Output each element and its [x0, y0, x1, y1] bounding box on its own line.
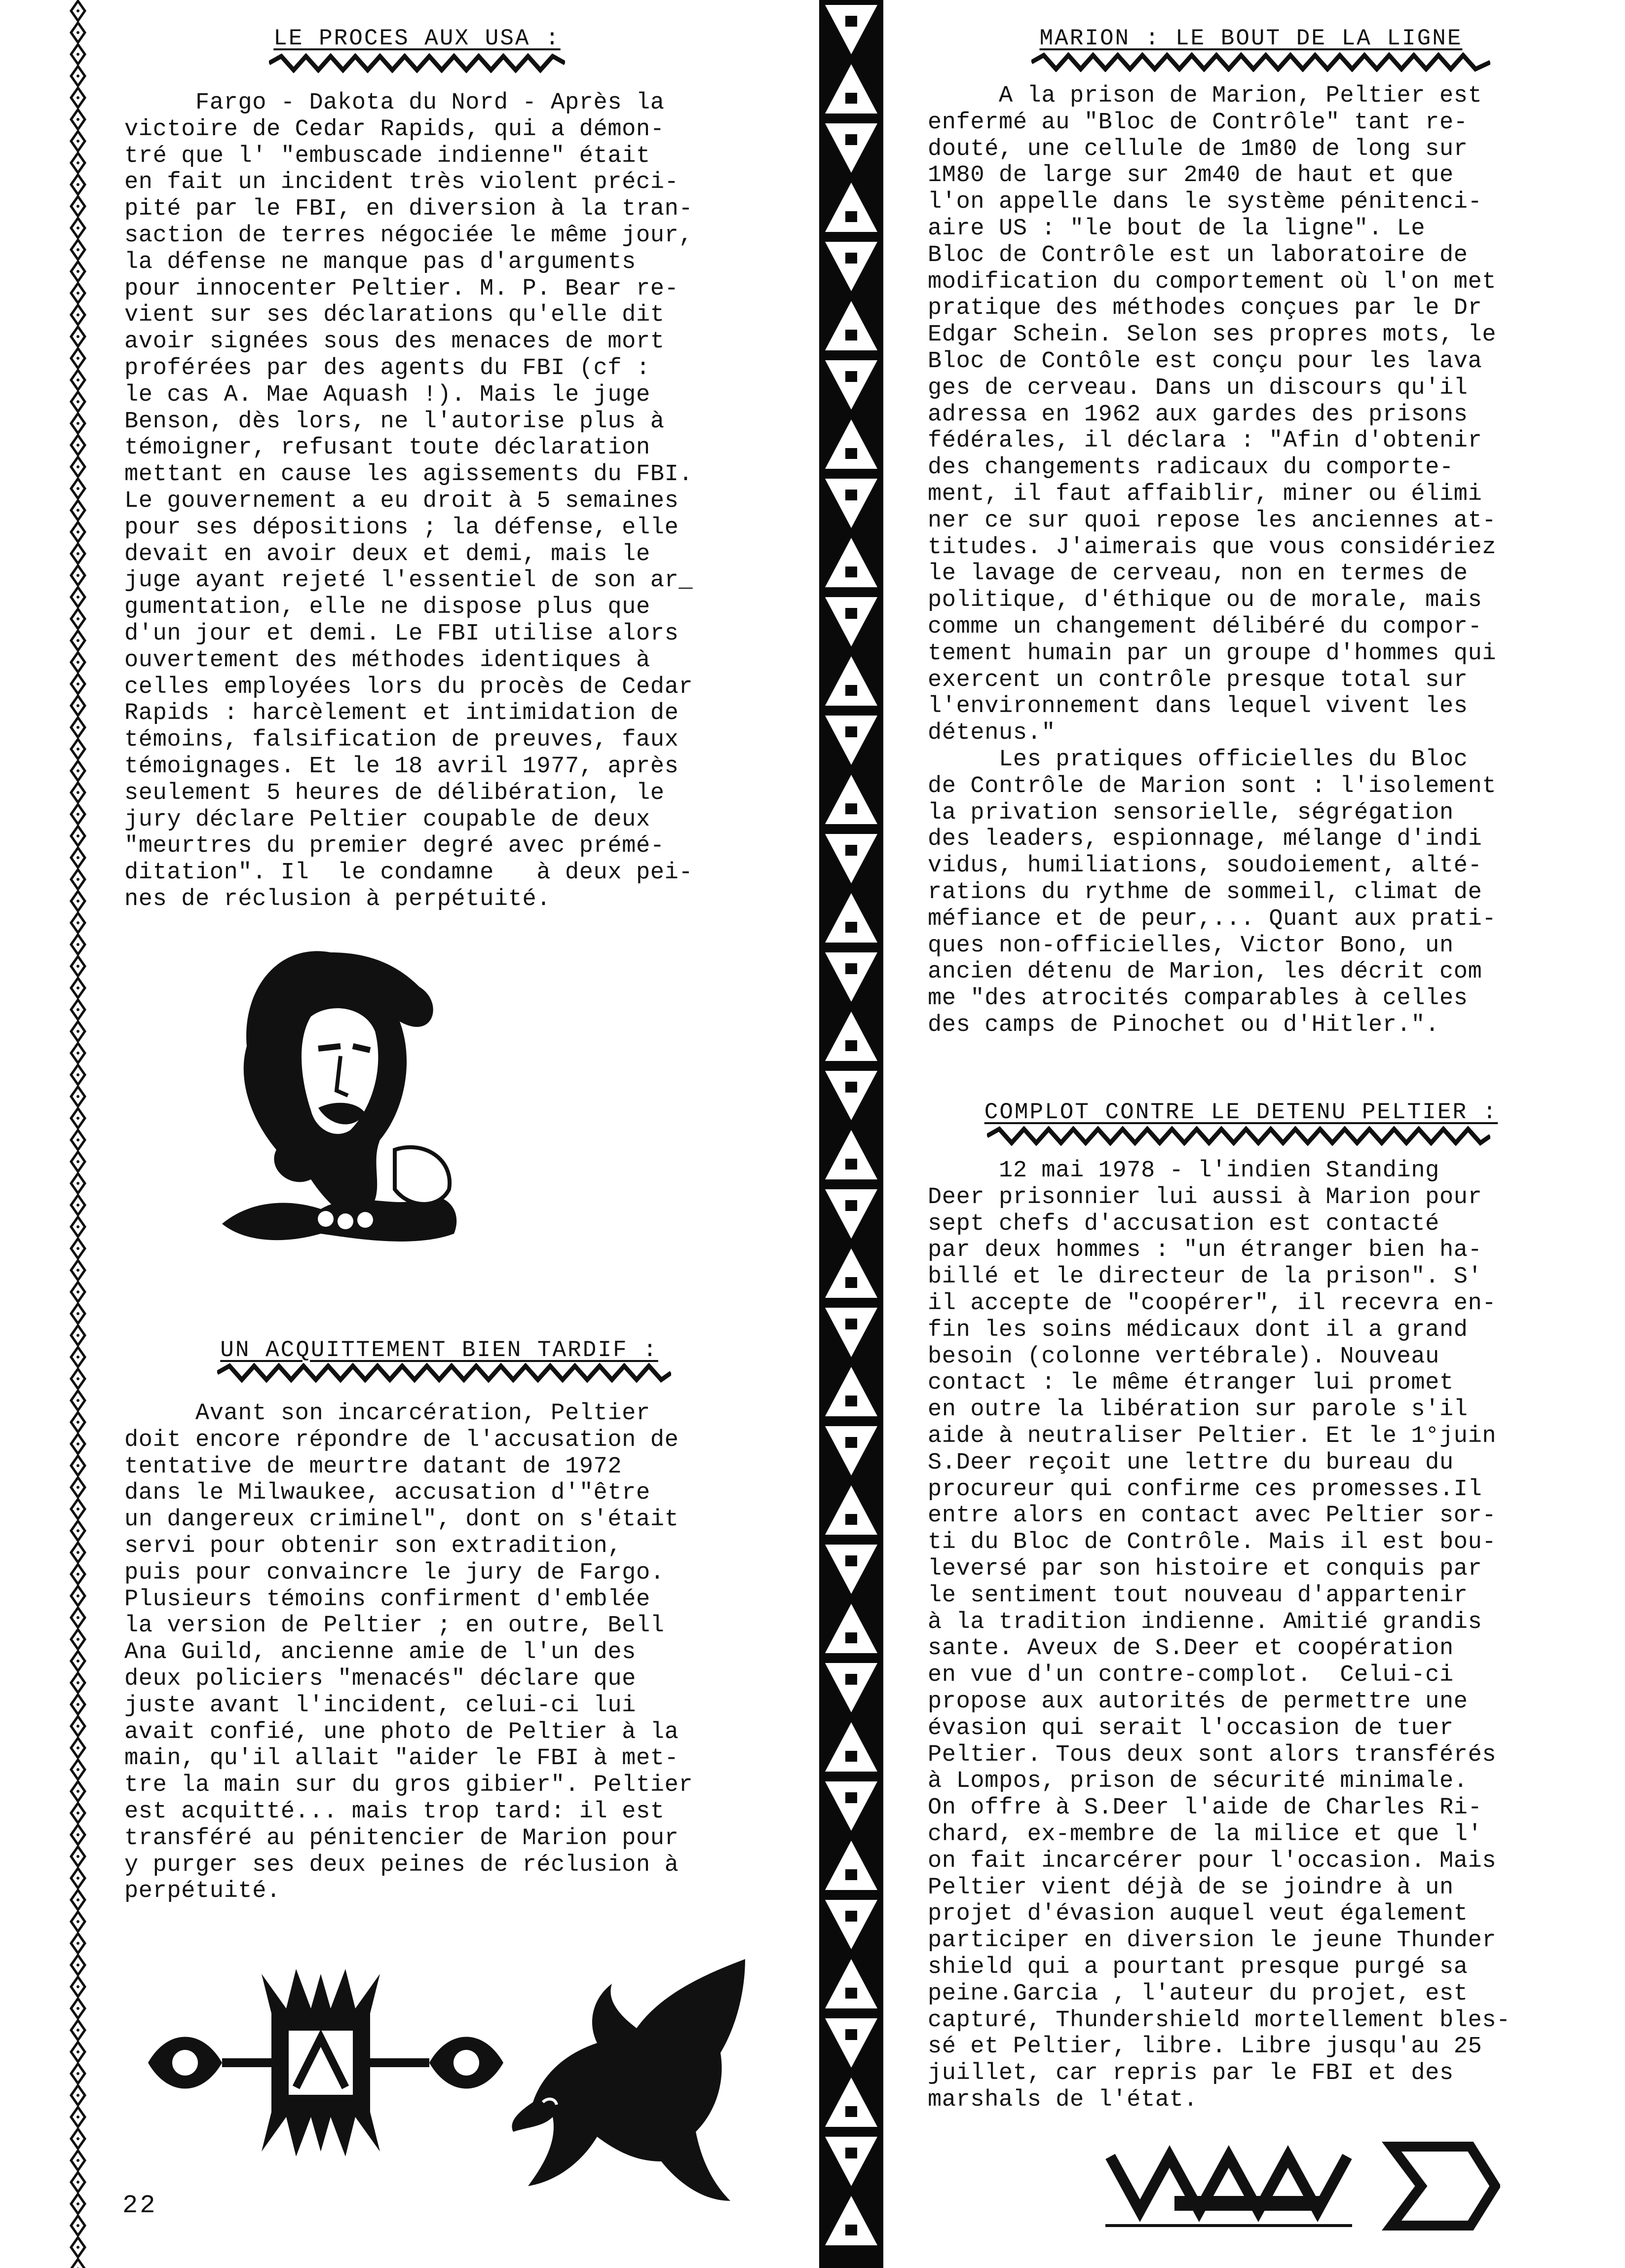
triangle-down-icon [825, 834, 877, 883]
text-line: jury déclare Peltier coupable de deux [124, 806, 650, 833]
triangle-up-icon [825, 1722, 877, 1772]
text-line: Benson, dès lors, ne l'autorise plus à [124, 408, 665, 435]
text-line: devait en avoir deux et demi, mais le [124, 541, 650, 567]
triangle-center-mark [845, 2029, 857, 2040]
text-line: l'environnement dans lequel vivent les [928, 693, 1468, 720]
text-line: ti du Bloc de Contrôle. Mais il est bou- [928, 1529, 1497, 1556]
text-line: tré que l' "embuscade indienne" était [124, 143, 650, 169]
text-line: seulement 5 heures de délibération, le [124, 780, 665, 806]
triangle-down-icon [825, 479, 877, 528]
eagle-illustration [498, 1954, 755, 2211]
triangle-up-icon [825, 1130, 877, 1179]
text-line: sept chefs d'accusation est contacté [928, 1210, 1439, 1237]
text-line: pité par le FBI, en diversion à la tran- [124, 196, 693, 223]
text-line: puis pour convaincre le jury de Fargo. [124, 1559, 665, 1586]
zigzag-border-ornament-icon [1105, 2137, 1500, 2235]
triangle-center-mark [845, 922, 857, 933]
text-line: à la tradition indienne. Amitié grandis [928, 1609, 1482, 1635]
text-line: victoire de Cedar Rapids, qui a démon- [124, 116, 665, 143]
heading-zigzag-ornament [269, 53, 565, 73]
text-line: tentative de meurtre datant de 1972 [124, 1453, 622, 1480]
text-line: en fait un incident très violent préci- [124, 169, 679, 196]
triangle-down-icon [825, 1545, 877, 1594]
triangle-center-mark [845, 2106, 857, 2117]
text-line: juste avant l'incident, celui-ci lui [124, 1692, 636, 1719]
text-line: un dangereux criminel", dont on s'était [124, 1507, 679, 1533]
triangle-center-mark [845, 1911, 857, 1922]
text-line: témoigner, refusant toute déclaration [124, 435, 650, 461]
text-line: sé et Peltier, libre. Libre jusqu'au 25 [928, 2034, 1482, 2060]
text-line: ouvertement des méthodes identiques à [124, 647, 650, 674]
text-line: Deer prisonnier lui aussi à Marion pour [928, 1184, 1482, 1210]
text-line: A la prison de Marion, Peltier est [928, 83, 1482, 109]
triangle-up-icon [825, 301, 877, 350]
text-line: fédérales, il déclara : "Afin d'obtenir [928, 428, 1482, 454]
triangle-up-icon [825, 419, 877, 469]
text-line: Les pratiques officielles du Bloc [928, 746, 1468, 773]
triangle-up-icon [825, 183, 877, 232]
triangle-center-mark [845, 1988, 857, 1999]
text-line: servi pour obtenir son extradition, [124, 1533, 622, 1559]
text-line: vidus, humiliations, soudoiement, alté- [928, 853, 1482, 879]
text-line: contact : le même étranger lui promet [928, 1370, 1454, 1397]
triangle-center-mark [845, 1200, 857, 1211]
triangle-center-mark [845, 1751, 857, 1762]
text-line: des leaders, espionnage, mélange d'indi [928, 826, 1482, 853]
triangle-down-icon [825, 1663, 877, 1712]
text-line: ditation". Il le condamne à deux pei- [124, 860, 693, 886]
text-line: ancien détenu de Marion, les décrit com [928, 959, 1482, 985]
text-line: projet d'évasion auquel veut également [928, 1901, 1468, 1928]
text-line: la privation sensorielle, ségrégation [928, 799, 1454, 826]
triangle-down-icon [825, 123, 877, 173]
text-line: la défense ne manque pas d'arguments [124, 249, 636, 275]
triangle-down-icon [825, 1308, 877, 1357]
heading-un-acquittement: UN ACQUITTEMENT BIEN TARDIF : [220, 1337, 658, 1363]
text-line: en outre la libération sur parole s'il [928, 1397, 1468, 1423]
text-line: vient sur ses déclarations qu'elle dit [124, 302, 665, 329]
triangle-center-mark [845, 93, 857, 104]
text-line: 1M80 de large sur 2m40 de haut et que [928, 162, 1454, 189]
text-line: celles employées lors du procès de Cedar [124, 674, 693, 700]
text-line: adressa en 1962 aux gardes des prisons [928, 401, 1468, 428]
text-line: sante. Aveux de S.Deer et coopération [928, 1635, 1454, 1662]
text-line: mettant en cause les agissements du FBI. [124, 461, 693, 488]
text-line: à Lompos, prison de sécurité minimale. [928, 1768, 1468, 1795]
heading-le-proces: LE PROCES AUX USA : [273, 26, 561, 51]
section-le-proces-text [124, 90, 693, 913]
heading-complot: COMPLOT CONTRE LE DETENU PELTIER : [984, 1099, 1498, 1125]
text-line: saction de terres négociée le même jour, [124, 222, 693, 249]
triangle-down-icon [825, 360, 877, 410]
heading-marion: MARION : LE BOUT DE LA LIGNE [1039, 26, 1463, 51]
triangle-up-icon [825, 656, 877, 706]
triangle-center-mark [845, 1277, 857, 1288]
text-line: témoins, falsification de preuves, faux [124, 727, 679, 754]
text-line: me "des atrocités comparables à celles [928, 985, 1468, 1012]
triangle-center-mark [845, 1082, 857, 1093]
triangle-center-mark [845, 211, 857, 222]
text-line: est acquitté... mais trop tard: il est [124, 1798, 665, 1825]
text-line: chard, ex-membre de la milice et que l' [928, 1821, 1482, 1848]
text-line: transféré au pénitencier de Marion pour [124, 1825, 679, 1852]
triangle-center-mark [845, 2225, 857, 2235]
triangle-center-mark [845, 1514, 857, 1525]
triangle-center-mark [845, 1674, 857, 1685]
triangle-center-mark [845, 134, 857, 145]
text-line: tement humain par un groupe d'hommes qui [928, 640, 1497, 667]
triangle-center-mark [845, 1040, 857, 1051]
triangle-down-icon [825, 1900, 877, 1949]
text-line: aide à neutraliser Peltier. Et le 1°juin [928, 1423, 1497, 1449]
text-line: enfermé au "Bloc de Contrôle" tant re- [928, 109, 1468, 136]
triangle-down-icon [825, 2018, 877, 2068]
triangle-center-mark [845, 845, 857, 856]
text-line: dans le Milwaukee, accusation d'"être [124, 1480, 650, 1507]
text-line: aire US : "le bout de la ligne". Le [928, 215, 1426, 242]
triangle-up-icon [825, 538, 877, 587]
triangle-up-icon [825, 2196, 877, 2245]
text-line: des changements radicaux du comporte- [928, 454, 1454, 481]
text-line: l'on appelle dans le système pénitenci- [928, 189, 1482, 216]
triangle-center-mark [845, 1792, 857, 1803]
text-line: des camps de Pinochet ou d'Hitler.". [928, 1012, 1439, 1038]
triangle-down-icon [825, 1426, 877, 1475]
triangle-center-mark [845, 16, 857, 27]
triangle-center-mark [845, 1632, 857, 1643]
text-line: Edgar Schein. Selon ses propres mots, le [928, 322, 1497, 348]
text-line: Bloc de Contôle est conçu pour les lava [928, 348, 1482, 375]
text-line: doit encore répondre de l'accusation de [124, 1427, 679, 1453]
triangle-up-icon [825, 1485, 877, 1535]
left-chain-border [69, 0, 87, 2268]
text-line: avoir signées sous des menaces de mort [124, 329, 665, 355]
text-line: le sentiment tout nouveau d'appartenir [928, 1582, 1468, 1609]
triangle-up-icon [825, 1604, 877, 1653]
triangle-down-icon [825, 5, 877, 54]
text-line: peine.Garcia , l'auteur du projet, est [928, 1980, 1468, 2007]
text-line: leversé par son histoire et conquis par [928, 1555, 1482, 1582]
text-line: rations du rythme de sommeil, climat de [928, 879, 1482, 906]
triangle-center-mark [845, 371, 857, 382]
heading-zigzag-ornament [987, 1126, 1490, 1146]
text-line: la version de Peltier ; en outre, Bell [124, 1613, 665, 1639]
text-line: ges de cerveau. Dans un discours qu'il [928, 375, 1468, 401]
triangle-center-mark [845, 1159, 857, 1170]
section-marion-text [928, 83, 1496, 1039]
text-line: "meurtres du premier degré avec prémé- [124, 833, 665, 860]
text-line: politique, d'éthique ou de morale, mais [928, 587, 1482, 614]
ornamental-sun-motif-icon [148, 1969, 503, 2156]
text-line: Fargo - Dakota du Nord - Après la [124, 90, 665, 116]
triangle-center-mark [845, 726, 857, 737]
text-line: titudes. J'aimerais que vous considériez [928, 534, 1497, 561]
text-line: méfiance et de peur,... Quant aux prati- [928, 906, 1497, 932]
text-line: entre alors en contact avec Peltier sor- [928, 1503, 1497, 1529]
text-line: tre la main sur du gros gibier". Peltier [124, 1772, 693, 1799]
text-line: capturé, Thundershield mortellement bles- [928, 2007, 1511, 2034]
triangle-up-icon [825, 1367, 877, 1416]
peltier-portrait-illustration [207, 933, 474, 1253]
text-line: deux policiers "menacés" déclare que [124, 1665, 636, 1692]
text-line: avait confié, une photo de Peltier à la [124, 1719, 679, 1745]
text-line: Avant son incarcération, Peltier [124, 1400, 650, 1427]
triangle-down-icon [825, 716, 877, 765]
text-line: nes de réclusion à perpétuité. [124, 886, 551, 912]
triangle-down-icon [825, 952, 877, 1002]
triangle-up-icon [825, 1841, 877, 1890]
triangle-up-icon [825, 64, 877, 113]
text-line: fin les soins médicaux dont il a grand [928, 1317, 1468, 1343]
text-line: en vue d'un contre-complot. Celui-ci [928, 1662, 1454, 1689]
text-line: procureur qui confirme ces promesses.Il [928, 1476, 1482, 1503]
triangle-down-icon [825, 1781, 877, 1831]
text-line: perpétuité. [124, 1878, 281, 1905]
triangle-down-icon [825, 2137, 877, 2186]
triangle-center-mark [845, 330, 857, 340]
text-line: modification du comportement où l'on met [928, 268, 1497, 295]
text-line: 12 mai 1978 - l'indien Standing [928, 1158, 1439, 1184]
text-line: shield qui a pourtant presque purgé sa [928, 1954, 1468, 1980]
triangle-center-mark [845, 963, 857, 974]
triangle-down-icon [825, 1071, 877, 1120]
text-line: main, qu'il allait "aider le FBI à met- [124, 1745, 679, 1772]
text-line: Le gouvernement a eu droit à 5 semaines [124, 488, 679, 514]
text-line: participer en diversion le jeune Thunder [928, 1928, 1497, 1954]
text-line: Plusieurs témoins confirment d'emblée [124, 1586, 650, 1613]
text-line: par deux hommes : "un étranger bien ha- [928, 1237, 1482, 1264]
triangle-center-mark [845, 1396, 857, 1406]
triangle-up-icon [825, 1012, 877, 1061]
triangle-center-mark [845, 1869, 857, 1880]
center-triangle-band [819, 0, 883, 2268]
text-line: le lavage de cerveau, non en termes de [928, 561, 1468, 587]
text-line: besoin (colonne vertébrale). Nouveau [928, 1343, 1439, 1370]
triangle-center-mark [845, 1319, 857, 1329]
text-line: pour ses dépositions ; la défense, elle [124, 514, 679, 541]
text-line: Peltier vient déjà de se joindre à un [928, 1874, 1454, 1901]
text-line: exercent un contrôle presque total sur [928, 667, 1468, 693]
text-line: Peltier. Tous deux sont alors transférés [928, 1741, 1497, 1768]
page-number: 22 [122, 2191, 157, 2220]
triangle-up-icon [825, 775, 877, 824]
text-line: ner ce sur quoi repose les anciennes at- [928, 507, 1497, 534]
triangle-up-icon [825, 1248, 877, 1298]
text-line: propose aux autorités de permettre une [928, 1688, 1468, 1715]
triangle-center-mark [845, 2148, 857, 2158]
text-line: y purger ses deux peines de réclusion à [124, 1852, 679, 1878]
text-line: billé et le directeur de la prison". S' [928, 1264, 1482, 1290]
triangle-up-icon [825, 893, 877, 943]
text-line: Bloc de Contrôle est un laboratoire de [928, 242, 1468, 268]
text-line: on fait incarcérer pour l'occasion. Mais [928, 1848, 1497, 1874]
triangle-down-icon [825, 597, 877, 646]
heading-zigzag-ornament [217, 1363, 671, 1383]
triangle-center-mark [845, 567, 857, 577]
section-complot-text [928, 1158, 1511, 2114]
text-line: d'un jour et demi. Le FBI utilise alors [124, 620, 679, 647]
text-line: douté, une cellule de 1m80 de long sur [928, 136, 1468, 162]
text-line: témoignages. Et le 18 avril 1977, après [124, 753, 679, 780]
text-line: juge ayant rejeté l'essentiel de son ar_ [124, 567, 693, 594]
text-line: Rapids : harcèlement et intimidation de [124, 700, 679, 727]
text-line: S.Deer reçoit une lettre du bureau du [928, 1449, 1454, 1476]
text-line: comme un changement délibéré du compor- [928, 613, 1482, 640]
text-line: il accepte de "coopérer", il recevra en- [928, 1290, 1497, 1317]
triangle-up-icon [825, 1959, 877, 2008]
text-line: de Contrôle de Marion sont : l'isolement [928, 773, 1497, 799]
triangle-up-icon [825, 2078, 877, 2127]
text-line: ment, il faut affaiblir, miner ou élimi [928, 481, 1482, 507]
text-line: évasion qui serait l'occasion de tuer [928, 1715, 1454, 1741]
triangle-center-mark [845, 490, 857, 500]
triangle-center-mark [845, 1555, 857, 1566]
text-line: pour innocenter Peltier. M. P. Bear re- [124, 275, 679, 302]
text-line: gumentation, elle ne dispose plus que [124, 594, 650, 621]
text-line: marshals de l'état. [928, 2086, 1198, 2113]
text-line: Ana Guild, ancienne amie de l'un des [124, 1639, 636, 1666]
text-line: juillet, car repris par le FBI et des [928, 2060, 1454, 2087]
triangle-center-mark [845, 253, 857, 264]
text-line: proférées par des agents du FBI (cf : [124, 355, 650, 381]
text-line: ques non-officielles, Victor Bono, un [928, 932, 1454, 959]
heading-zigzag-ornament [1031, 52, 1490, 72]
text-line: pratique des méthodes conçues par le Dr [928, 295, 1482, 322]
triangle-center-mark [845, 685, 857, 696]
triangle-down-icon [825, 242, 877, 291]
triangle-center-mark [845, 448, 857, 459]
triangle-down-icon [825, 1189, 877, 1239]
text-line: détenus." [928, 720, 1056, 747]
text-line: le cas A. Mae Aquash !). Mais le juge [124, 381, 650, 408]
text-line: On offre à S.Deer l'aide de Charles Ri- [928, 1795, 1482, 1821]
triangle-center-mark [845, 803, 857, 814]
triangle-center-mark [845, 1437, 857, 1448]
triangle-center-mark [845, 608, 857, 619]
section-acquittement-text [124, 1400, 693, 1905]
